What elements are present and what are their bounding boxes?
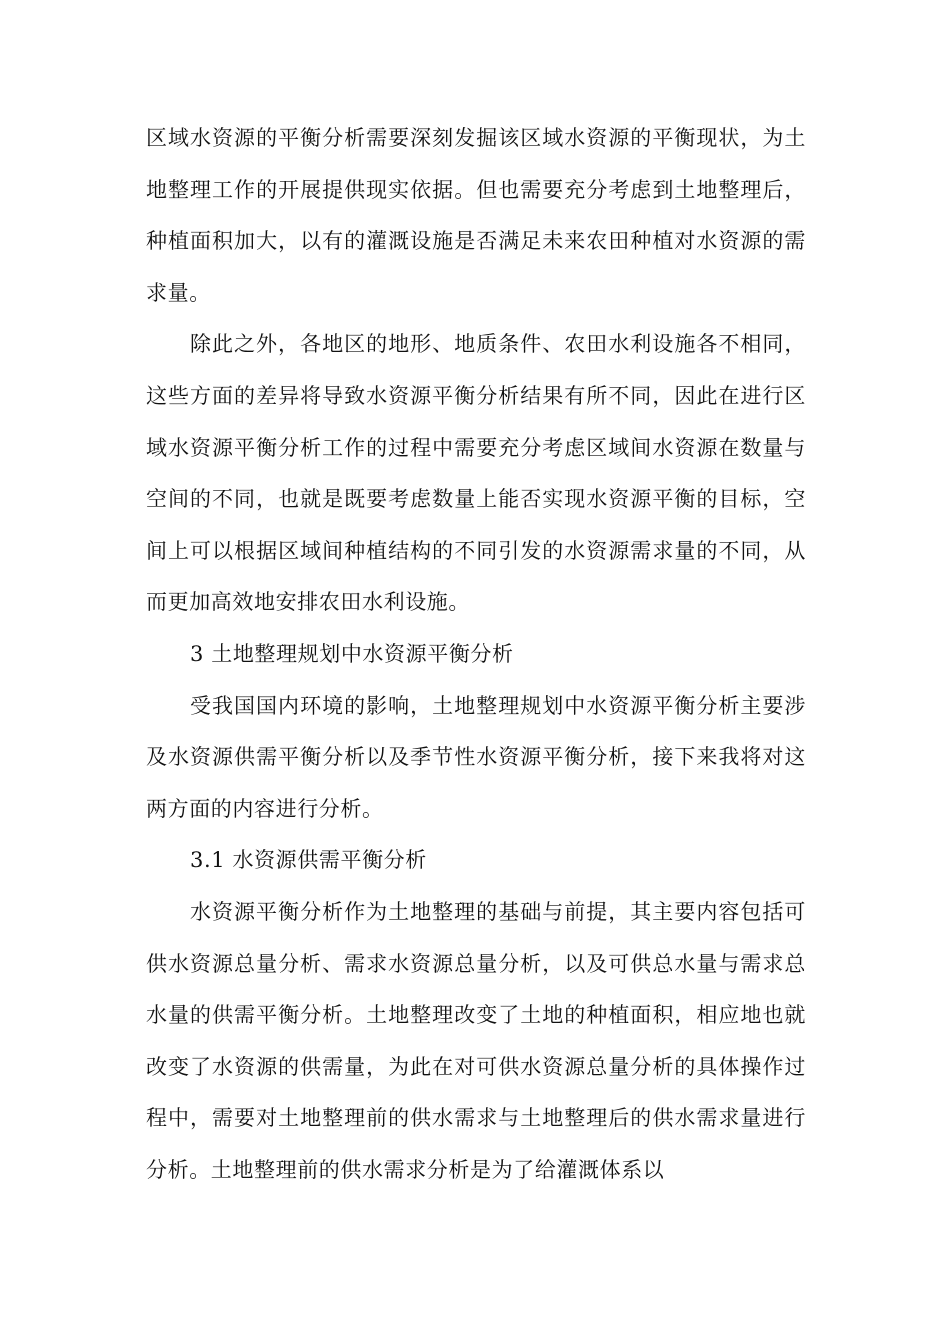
paragraph-section-3-intro: 受我国国内环境的影响，土地整理规划中水资源平衡分析主要涉及水资源供需平衡分析以及季节性水资源平衡分析，接下来我将对这两方面的内容进行分析。: [146, 693, 806, 821]
paragraph-supply-demand: 水资源平衡分析作为土地整理的基础与前提，其主要内容包括可供水资源总量分析、需求水资源总量分析，以及可供总水量与需求总水量的供需平衡分析。土地整理改变了土地的种植面积，相应地也就改变了水资源的供需量，为此在对可供水资源总量分析的具体操作过程中，需要对土地整理前的供水需求与土地整理后的供水需求量进行分析。土地整理前的供水需求分析是为了给灌溉体系以: [146, 899, 806, 1182]
paragraph-regional-balance: 区域水资源的平衡分析需要深刻发掘该区域水资源的平衡现状，为土地整理工作的开展提供现实依据。但也需要充分考虑到土地整理后，种植面积加大，以有的灌溉设施是否满足未来农田种植对水资源的需求量。: [146, 126, 806, 305]
section-heading-3: 3 土地整理规划中水资源平衡分析: [190, 641, 514, 666]
paragraph-regional-differences: 除此之外，各地区的地形、地质条件、农田水利设施各不相同，这些方面的差异将导致水资源平衡分析结果有所不同，因此在进行区域水资源平衡分析工作的过程中需要充分考虑区域间水资源在数量与空间的不同，也就是既要考虑数量上能否实现水资源平衡的目标，空间上可以根据区域间种植结构的不同引发的水资源需求量的不同，从而更加高效地安排农田水利设施。: [146, 332, 806, 615]
document-body: [146, 113, 806, 1196]
section-heading-3-1: 3.1 水资源供需平衡分析: [190, 848, 427, 873]
